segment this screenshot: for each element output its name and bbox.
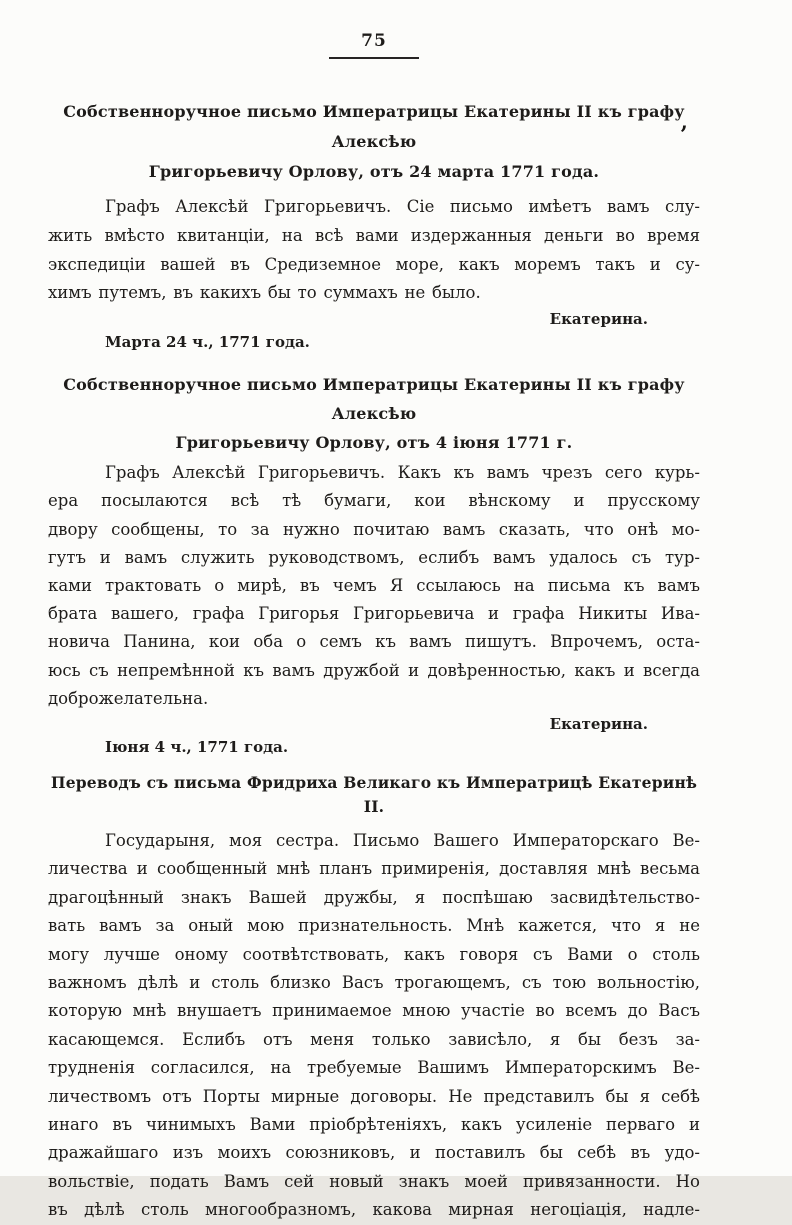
body-line: личествомъ отъ Порты мирные договоры. Не представилъ бы я себѣ: [48, 1086, 700, 1106]
date-line: Марта 24 ч., 1771 года.: [105, 333, 310, 352]
divider-rule: [329, 57, 419, 59]
body-line: Графъ Алексѣй Григорьевичъ. Сіе письмо имѣетъ вамъ слу-: [105, 197, 700, 216]
heading-line: Собственноручное письмо Императрицы Екатерины II къ графу Алексѣю: [63, 375, 685, 424]
body-line: двору сообщены, то за нужно почитаю вамъ сказать, что онѣ мо-: [48, 519, 700, 539]
heading-line: Собственноручное письмо Императрицы Екатерины II къ графу Алексѣю: [63, 102, 685, 151]
body-line: въ дѣлѣ столь многообразномъ, какова мирная негоціація, надле-: [48, 1200, 700, 1220]
body-line: личества и сообщенный мнѣ планъ примиренія, доставляя мнѣ весьма: [48, 859, 700, 879]
letter-body: [48, 459, 700, 713]
body-line: гутъ и вамъ служить руководствомъ, еслибъ вамъ удалось съ тур-: [48, 547, 700, 567]
body-line: инаго въ чинимыхъ Вами пріобрѣтеніяхъ, какъ усиленіе перваго и: [48, 1115, 700, 1135]
body-line: доброжелательна.: [48, 688, 209, 708]
body-line: новича Панина, кои оба о семъ къ вамъ пишутъ. Впрочемъ, оста-: [48, 632, 700, 652]
body-line: ками трактовать о мирѣ, въ чемъ Я ссылаюсь на письма къ вамъ: [48, 576, 700, 595]
body-line: Государыня, моя сестра. Письмо Вашего Императорскаго Ве-: [105, 831, 700, 851]
letter-body: [48, 193, 700, 308]
signature: Екатерина.: [549, 715, 648, 734]
body-line: юсь съ непремѣнной къ вамъ дружбой и довѣренностью, какъ и всегда: [48, 660, 700, 680]
print-artifact-mark: ’: [680, 122, 688, 148]
body-line: жить вмѣсто квитанціи, на всѣ вами издержанныя деньги во время: [48, 225, 700, 245]
letter-body: [48, 827, 700, 1225]
body-line: трудненія согласился, на требуемые Вашимъ Императорскимъ Ве-: [48, 1058, 700, 1078]
letter-heading: [48, 370, 700, 457]
body-line: касающемся. Еслибъ отъ меня только зависѣло, я бы безъ за-: [48, 1029, 700, 1049]
body-line: ера посылаются всѣ тѣ бумаги, кои вѣнскому и прусскому: [48, 491, 700, 511]
heading-line: Григорьевичу Орлову, отъ 4 іюня 1771 г.: [175, 433, 573, 453]
body-line: экспедиціи вашей въ Средиземное море, какъ моремъ такъ и су-: [48, 254, 700, 274]
body-line: драгоцѣнный знакъ Вашей дружбы, я поспѣшаю засвидѣтельство-: [48, 887, 700, 907]
letter-heading: [48, 97, 700, 187]
signature: Екатерина.: [549, 310, 648, 329]
heading-line: Переводъ съ письма Фридриха Великаго къ Императрицѣ Екатеринѣ II.: [50, 773, 698, 817]
body-line: важномъ дѣлѣ и столь близко Васъ трогающемъ, съ тою вольностію,: [48, 973, 700, 993]
page-number: 75: [361, 31, 387, 51]
body-line: химъ путемъ, въ какихъ бы то суммахъ не было.: [48, 283, 481, 303]
body-line: могу лучше оному соотвѣтствовать, какъ говоря съ Вами о столь: [48, 944, 700, 964]
body-line: вольствіе, подать Вамъ сей новый знакъ моей привязанности. Но: [48, 1171, 700, 1191]
body-line: брата вашего, графа Григорья Григорьевича и графа Никиты Ива-: [48, 604, 700, 624]
body-line: Графъ Алексѣй Григорьевичъ. Какъ къ вамъ чрезъ сего курь-: [105, 463, 700, 483]
letter-heading: [48, 771, 700, 819]
heading-line: Григорьевичу Орлову, отъ 24 марта 1771 года.: [148, 162, 600, 181]
date-line: Іюня 4 ч., 1771 года.: [105, 738, 289, 757]
body-line: вать вамъ за оный мою признательность. Мнѣ кажется, что я не: [48, 916, 700, 936]
page-content: [48, 0, 700, 1225]
body-line: которую мнѣ внушаетъ принимаемое мною участіе во всемъ до Васъ: [48, 1001, 700, 1021]
body-line: дражайшаго изъ моихъ союзниковъ, и поставилъ бы себѣ въ удо-: [48, 1143, 700, 1163]
